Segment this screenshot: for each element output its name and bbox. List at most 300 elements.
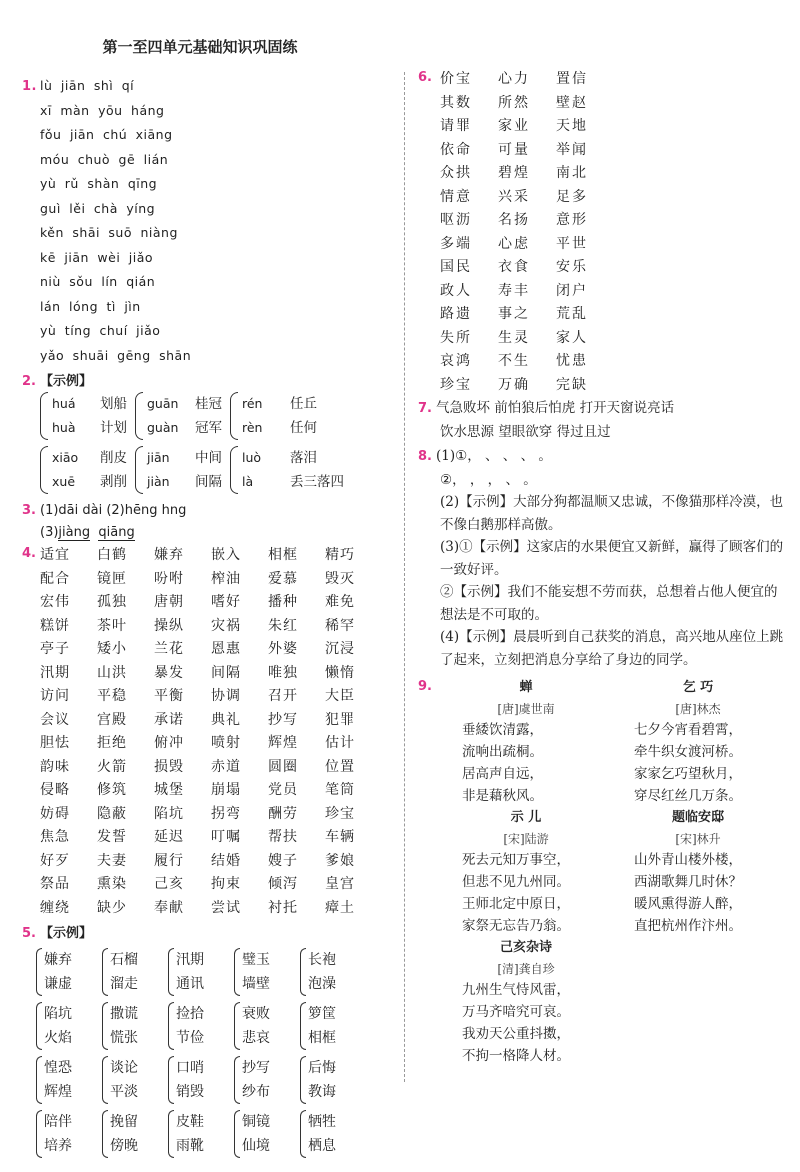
q5-word: 撒谎 — [110, 1006, 138, 1022]
q8-part4: (3)①【示例】这家店的水果便宜又新鲜，赢得了顾客们的一致好评。 — [440, 539, 784, 578]
q4-word: 适宜 — [40, 547, 70, 563]
q2-pair — [135, 392, 222, 440]
page-title: 第一至四单元基础知识巩固练 — [102, 38, 298, 56]
q6-idiom: 兴采 — [498, 188, 530, 205]
q5-pair-lines — [176, 1002, 228, 1050]
q1-pinyin-line — [22, 221, 398, 246]
poem-author: [清]龚自珍 — [497, 962, 555, 976]
q4-word: 承诺 — [154, 711, 184, 728]
q5-pair — [36, 948, 96, 996]
q5-word: 谈论 — [110, 1060, 138, 1076]
poem-line: 牵牛织女渡河桥。 — [634, 744, 742, 760]
q5-word: 谦虚 — [44, 976, 72, 992]
q6-idiom-row — [418, 139, 790, 163]
poem-title: 蝉 — [519, 680, 533, 695]
q5-column — [234, 948, 294, 1164]
q4-word-row — [40, 779, 398, 803]
q4-word: 镜匣 — [97, 570, 127, 587]
brace-icon — [36, 1002, 42, 1050]
brace-icon — [36, 1110, 42, 1158]
q3-number: 3. — [22, 503, 36, 518]
q6-idiom: 情意 — [440, 188, 472, 205]
q1-pinyin-text: yǎo shuāi gēng shān — [40, 347, 192, 363]
q5-word: 销毁 — [176, 1084, 204, 1100]
q6-idiom: 呕沥 — [440, 212, 472, 228]
q7-line1: 气急败坏 前怕狼后怕虎 打开天窗说亮话 — [436, 400, 675, 416]
q5-word: 墙壁 — [242, 976, 270, 992]
q4-word: 访问 — [40, 688, 70, 704]
q7-section — [418, 397, 790, 443]
q4-word: 喷射 — [211, 735, 241, 751]
q2-pair-line — [147, 446, 222, 470]
q4-word: 嫌弃 — [154, 547, 184, 563]
q2-pair-row — [22, 392, 398, 440]
q4-word: 宫殿 — [97, 711, 127, 728]
poem-title: 乞 巧 — [682, 680, 714, 695]
q2-pinyin: jiān — [147, 450, 170, 465]
q5-column — [300, 948, 360, 1164]
q2-pair-line — [242, 392, 317, 416]
q6-idiom: 家业 — [498, 118, 530, 134]
brace-icon — [36, 1056, 42, 1104]
q5-word: 皮鞋 — [176, 1114, 204, 1130]
q4-word-row — [40, 568, 398, 592]
q6-idiom: 可量 — [498, 141, 530, 158]
q4-word: 配合 — [40, 570, 70, 587]
q4-word: 城堡 — [154, 782, 184, 798]
q2-word: 削皮 — [100, 450, 127, 466]
q4-word: 妨碍 — [40, 805, 70, 822]
q4-word: 胆怯 — [40, 735, 70, 751]
q1-pinyin-line — [22, 172, 398, 197]
poem-title: 己亥杂诗 — [499, 940, 552, 955]
q2-word: 任何 — [290, 420, 317, 436]
brace-icon — [168, 1002, 174, 1050]
q5-pair-lines — [176, 1056, 228, 1104]
q5-word: 石榴 — [110, 952, 138, 968]
brace-icon — [102, 948, 108, 996]
poem-line: 我劝天公重抖擞， — [462, 1026, 570, 1042]
q5-pair — [300, 948, 360, 996]
q6-idiom: 请罪 — [440, 118, 472, 134]
q1-pinyin-line — [22, 148, 398, 173]
q6-idiom: 失所 — [440, 329, 472, 346]
q5-word: 泡澡 — [308, 976, 336, 992]
q8-part6: (4)【示例】晨晨听到自己获奖的消息，高兴地从座位上跳了起来，立刻把消息分享给了身边的同学。 — [440, 629, 784, 668]
q1-number: 1. — [22, 79, 37, 94]
poem-line: 垂緌饮清露， — [462, 722, 543, 738]
q4-word: 缠绕 — [40, 899, 70, 916]
brace-icon — [102, 1110, 108, 1158]
q2-number: 2. — [22, 374, 36, 389]
q4-word: 拒绝 — [97, 735, 127, 751]
q5-word: 平淡 — [110, 1084, 138, 1100]
q6-idiom: 荒乱 — [556, 306, 588, 322]
q5-pair — [168, 1056, 228, 1104]
q5-word: 傍晚 — [110, 1138, 138, 1154]
q1-section — [22, 74, 398, 368]
poem-line: 七夕今宵看碧霄， — [634, 722, 742, 738]
q4-word-row — [40, 756, 398, 780]
q5-pair-lines — [242, 948, 294, 996]
q5-word: 璧玉 — [242, 952, 270, 968]
q1-pinyin-text: niù sǒu lín qián — [40, 274, 156, 289]
poem-author: [宋]林升 — [675, 832, 721, 846]
q4-word: 外婆 — [268, 641, 298, 657]
q4-word: 沉浸 — [325, 641, 355, 657]
q5-word: 雨靴 — [176, 1138, 204, 1154]
q4-word: 熏染 — [97, 876, 127, 892]
q4-word: 拘束 — [211, 876, 241, 892]
poem-line: 但悲不见九州同。 — [462, 874, 570, 890]
q4-word: 损毁 — [154, 758, 184, 775]
q6-idiom: 置信 — [556, 71, 588, 87]
poem-line: 山外青山楼外楼， — [634, 852, 742, 868]
q2-label: 【示例】 — [40, 374, 93, 389]
q4-word: 操纵 — [154, 617, 184, 634]
q4-word-row — [40, 685, 398, 709]
q4-word: 糕饼 — [40, 617, 70, 634]
q1-pinyin-text: guì lěi chà yíng — [40, 200, 156, 216]
q4-word: 协调 — [211, 688, 241, 704]
q2-pair — [40, 446, 127, 494]
q5-pair-lines — [110, 1110, 162, 1158]
poem-line: 暖风熏得游人醉， — [634, 896, 742, 912]
q4-word: 相框 — [268, 547, 298, 563]
q2-word: 计划 — [100, 420, 127, 436]
q4-word: 平衡 — [154, 688, 184, 704]
poem-author: [宋]陆游 — [503, 832, 549, 846]
q5-word: 陷坑 — [44, 1006, 72, 1022]
q5-word: 通讯 — [176, 976, 204, 992]
q5-word: 节俭 — [176, 1030, 204, 1046]
q5-word: 抄写 — [242, 1060, 270, 1076]
q5-pair — [36, 1056, 96, 1104]
q3-line2-b: qiāng — [98, 525, 135, 540]
q6-idiom: 哀鸿 — [440, 353, 472, 369]
q2-pair — [135, 446, 222, 494]
q2-pair-line — [52, 470, 127, 494]
q5-pair — [36, 1002, 96, 1050]
q5-word: 汛期 — [176, 952, 204, 968]
poem-line: 家祭无忘告乃翁。 — [462, 918, 570, 934]
q2-word: 划船 — [100, 396, 127, 412]
q4-word-row — [40, 850, 398, 874]
q4-word: 笔筒 — [325, 782, 355, 798]
q4-word: 隐蔽 — [97, 805, 127, 822]
q5-pair-lines — [176, 1110, 228, 1158]
q2-section — [22, 370, 398, 494]
q4-word: 夫妻 — [97, 852, 127, 869]
q1-pinyin-text: yù tíng chuí jiǎo — [40, 323, 161, 338]
q8-part5: ②【示例】我们不能妄想不劳而获，总想着占他人便宜的想法是不可取的。 — [440, 584, 778, 623]
left-column — [22, 74, 398, 1164]
q5-word: 陪伴 — [44, 1114, 72, 1130]
q4-number: 4. — [22, 546, 36, 561]
poem-line: 居高声自远， — [462, 766, 543, 782]
q4-word: 发誓 — [97, 829, 127, 845]
q6-idiom: 心虑 — [498, 235, 530, 252]
q4-word: 侵略 — [40, 782, 70, 798]
q6-idiom: 忧患 — [556, 353, 588, 369]
brace-icon — [40, 446, 48, 494]
q5-word: 仙境 — [242, 1138, 270, 1154]
q5-pair-lines — [110, 1002, 162, 1050]
q5-pair-lines — [308, 1110, 360, 1158]
q4-word: 稀罕 — [325, 617, 355, 634]
q6-idiom: 壁赵 — [556, 94, 588, 111]
q4-word: 爱慕 — [268, 570, 298, 587]
q2-word: 落泪 — [290, 450, 317, 466]
q4-word: 会议 — [40, 711, 70, 728]
q1-pinyin-text: lán lóng tì jìn — [40, 298, 141, 314]
q4-word: 抄写 — [268, 711, 298, 728]
q2-pair-line — [242, 470, 344, 494]
q1-pinyin-text: kē jiān wèi jiǎo — [40, 249, 154, 265]
q4-word: 平稳 — [97, 688, 127, 704]
poem-author: [唐]虞世南 — [497, 702, 555, 716]
q2-pair — [230, 392, 317, 440]
q6-idiom: 天地 — [556, 118, 588, 134]
q6-idiom: 国民 — [440, 259, 472, 275]
q6-idiom-row — [418, 280, 790, 304]
q4-word: 好歹 — [40, 852, 70, 869]
q4-word: 间隔 — [211, 664, 241, 681]
q4-word: 精巧 — [325, 547, 355, 563]
q5-word: 长袍 — [308, 952, 336, 968]
brace-icon — [168, 1110, 174, 1158]
q4-word: 位置 — [325, 758, 355, 775]
q1-pinyin-line — [22, 246, 398, 271]
q5-pair-lines — [242, 1002, 294, 1050]
q5-pair — [234, 1056, 294, 1104]
q4-word: 瘴土 — [325, 899, 355, 916]
q4-word: 辉煌 — [268, 735, 298, 751]
poem-line: 不拘一格降人材。 — [462, 1048, 570, 1064]
brace-icon — [234, 948, 240, 996]
q6-idiom: 不生 — [498, 353, 530, 369]
q4-word: 结婚 — [211, 852, 241, 869]
q5-pair-lines — [44, 948, 96, 996]
q4-word-row — [40, 873, 398, 897]
q5-pair — [102, 1110, 162, 1158]
brace-icon — [36, 948, 42, 996]
q4-word: 珍宝 — [325, 805, 355, 822]
poem-line: 西湖歌舞几时休？ — [634, 874, 742, 890]
q5-pair — [102, 1002, 162, 1050]
q7-line2: 饮水思源 望眼欲穿 得过且过 — [440, 423, 611, 440]
q4-word-row — [40, 826, 398, 850]
q2-pinyin: jiàn — [147, 474, 170, 489]
q6-idiom: 珍宝 — [440, 376, 472, 393]
q6-idiom: 事之 — [498, 306, 530, 322]
brace-icon — [234, 1002, 240, 1050]
q1-pinyin-text: móu chuò gē lián — [40, 151, 169, 167]
q4-word: 茶叶 — [97, 617, 127, 634]
q5-pair — [234, 1002, 294, 1050]
q6-idiom: 衣食 — [498, 259, 530, 275]
q5-word: 挽留 — [110, 1114, 138, 1130]
q2-pair — [230, 446, 344, 494]
q5-pair — [234, 948, 294, 996]
poem-title: 示 儿 — [510, 810, 542, 825]
q4-word: 唐朝 — [154, 594, 184, 610]
q4-word: 车辆 — [325, 829, 355, 845]
q5-column — [102, 948, 162, 1164]
q4-word: 己亥 — [154, 876, 184, 892]
q1-pinyin-line — [22, 270, 398, 295]
q4-word: 召开 — [268, 688, 298, 704]
q1-pinyin-line — [22, 123, 398, 148]
q5-word: 栖息 — [308, 1138, 336, 1154]
q4-word: 唯独 — [268, 664, 298, 681]
q6-idiom: 生灵 — [498, 329, 530, 346]
q4-word-row — [40, 591, 398, 615]
q3-line2-prefix: (3) — [40, 525, 59, 540]
q4-word: 履行 — [154, 852, 184, 869]
poem-line: 家家乞巧望秋月， — [634, 766, 742, 782]
q4-word: 俯冲 — [154, 735, 184, 751]
q6-idiom: 碧煌 — [498, 165, 530, 181]
column-divider — [404, 72, 405, 1082]
q4-word-row — [40, 732, 398, 756]
q6-idiom: 依命 — [440, 141, 472, 158]
q2-pair-line — [147, 470, 222, 494]
brace-icon — [300, 1056, 306, 1104]
q4-word: 倾泻 — [268, 876, 298, 892]
q6-idiom: 万确 — [498, 376, 530, 393]
q6-idiom-row — [418, 162, 790, 186]
q2-word: 丢三落四 — [290, 474, 344, 490]
q6-idiom-row — [418, 209, 790, 233]
q1-pinyin-text: fǒu jiān chú xiāng — [40, 127, 173, 142]
q2-pair-line — [147, 416, 222, 440]
q5-word: 捡拾 — [176, 1006, 204, 1022]
q4-word: 衬托 — [268, 899, 298, 916]
q8-part1: (1)①， 、 、 、 。 — [436, 448, 552, 464]
q6-idiom: 安乐 — [556, 259, 588, 275]
q5-word: 牺牲 — [308, 1114, 336, 1130]
brace-icon — [300, 1110, 306, 1158]
q6-idiom: 寿丰 — [498, 282, 530, 299]
q5-word: 火焰 — [44, 1030, 72, 1046]
brace-icon — [102, 1056, 108, 1104]
q4-word-row — [40, 615, 398, 639]
q5-pair — [300, 1110, 360, 1158]
q6-idiom-row — [418, 92, 790, 116]
q4-word: 叮嘱 — [211, 829, 241, 845]
q4-word: 犯罪 — [325, 711, 355, 728]
q5-pair-lines — [176, 948, 228, 996]
q4-word: 赤道 — [211, 758, 241, 775]
q6-idiom: 所然 — [498, 94, 530, 111]
q4-word: 韵味 — [40, 758, 70, 775]
q5-pair — [102, 1056, 162, 1104]
q4-word: 兰花 — [154, 641, 184, 657]
q6-idiom-row — [418, 186, 790, 210]
brace-icon — [300, 948, 306, 996]
q4-word-row — [40, 544, 398, 568]
q5-word: 铜镜 — [242, 1114, 270, 1130]
q4-section — [22, 544, 398, 920]
q4-word: 宏伟 — [40, 594, 70, 610]
q5-pair-lines — [308, 1002, 360, 1050]
q5-word: 惶恐 — [44, 1060, 72, 1076]
brace-icon — [168, 948, 174, 996]
q6-idiom-row — [418, 233, 790, 257]
q5-pair — [36, 1110, 96, 1158]
q9-section — [418, 677, 790, 1067]
q2-pair-line — [242, 416, 317, 440]
q5-word: 培养 — [44, 1138, 72, 1154]
q6-idiom: 完缺 — [556, 376, 588, 393]
q4-word: 朱红 — [268, 617, 298, 634]
q2-pinyin: rén — [242, 396, 263, 411]
q4-word: 山洪 — [97, 664, 127, 681]
q2-pair-line — [52, 446, 127, 470]
q3-section — [22, 500, 398, 544]
brace-icon — [102, 1002, 108, 1050]
q5-pair-lines — [242, 1110, 294, 1158]
q7-number: 7. — [418, 401, 432, 416]
q5-word: 箩筐 — [308, 1006, 336, 1022]
q5-pair-lines — [44, 1056, 96, 1104]
q2-word: 中间 — [195, 450, 222, 466]
q5-pair — [168, 1002, 228, 1050]
q4-word-row — [40, 897, 398, 921]
q6-idiom: 平世 — [556, 235, 588, 252]
q4-word: 祭品 — [40, 876, 70, 892]
q9-poem-column — [440, 677, 612, 1067]
q1-pinyin-line — [22, 295, 398, 320]
q5-word: 后悔 — [308, 1060, 336, 1076]
q5-pair — [300, 1056, 360, 1104]
q4-word: 懒惰 — [325, 664, 355, 681]
q1-pinyin-line — [22, 99, 398, 124]
q4-word: 亭子 — [40, 641, 70, 657]
q6-idiom: 家人 — [556, 329, 588, 346]
q4-word: 修筑 — [97, 782, 127, 798]
q6-idiom-row — [418, 350, 790, 374]
brace-icon — [168, 1056, 174, 1104]
q2-pair-line — [52, 392, 127, 416]
q4-word: 难免 — [325, 594, 355, 610]
q2-pair-lines — [147, 392, 222, 440]
q6-idiom-row — [418, 374, 790, 398]
brace-icon — [300, 1002, 306, 1050]
q5-word: 相框 — [308, 1030, 336, 1046]
q4-word: 帮扶 — [268, 829, 298, 845]
q2-pair-row — [22, 446, 398, 494]
q5-pair-lines — [44, 1110, 96, 1158]
q6-idiom-row — [418, 327, 790, 351]
brace-icon — [230, 446, 238, 494]
q1-pinyin-text: xī màn yōu háng — [40, 102, 165, 118]
q2-pinyin: là — [242, 474, 254, 489]
q2-pinyin: guān — [147, 396, 179, 411]
q6-number: 6. — [418, 70, 432, 85]
q6-idiom: 名扬 — [498, 212, 530, 228]
q4-word: 大臣 — [325, 688, 355, 704]
q9-poem-column — [612, 677, 784, 1067]
poem-author: [唐]林杰 — [675, 702, 721, 716]
q4-word: 嵌入 — [211, 547, 241, 563]
q4-word: 拐弯 — [211, 805, 241, 822]
q5-label: 【示例】 — [40, 926, 93, 941]
q5-word: 溜走 — [110, 976, 138, 992]
q4-word: 典礼 — [211, 711, 241, 728]
q4-word: 汛期 — [40, 664, 70, 681]
